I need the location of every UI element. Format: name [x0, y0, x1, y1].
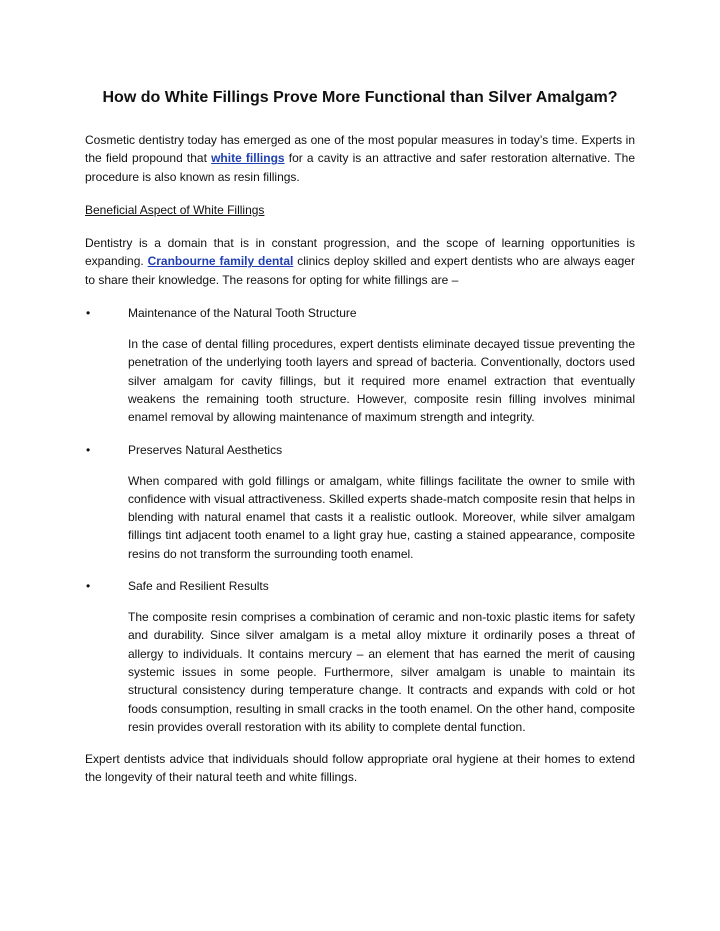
bullet-title-safe-results: Safe and Resilient Results [128, 579, 269, 594]
bullet-icon: • [86, 442, 91, 457]
bullet-item-tooth-structure [85, 304, 635, 322]
bullet-body-safe-results: The composite resin comprises a combination of ceramic and non-toxic plastic items for safety and durability. Since silver amalgam is a metal alloy mixture it ordinarily poses a threat of allergy to individuals. It contains mercury – an element that has earned the merit of causing systemic issues in some people. Furthermore, silver amalgam is unable to maintain its structural consistency during temperature change. It contracts and expands with cold or hot foods consumption, resulting in small cracks in the tooth enamel. On the other hand, composite resin provides overall restoration with its ability to complete dental function. [128, 610, 635, 734]
dentistry-text-before-link: Dentistry is a domain that is in constant progression, and the scope of learning opportunities is expanding. [85, 236, 635, 269]
article-title: How do White Fillings Prove More Functional than Silver Amalgam? [102, 89, 618, 106]
bullet-title-tooth-structure: Maintenance of the Natural Tooth Structure [128, 306, 357, 321]
white-fillings-link[interactable]: white fillings [211, 151, 285, 166]
dentistry-text-after-link: clinics deploy skilled and expert dentists who are always eager to share their knowledge. The reasons for opting for white fillings are – [85, 254, 635, 287]
article-content [85, 87, 635, 802]
intro-text-after-link: for a cavity is an attractive and safer restoration alternative. The procedure is also known as resin fillings. [85, 151, 636, 184]
bullet-title-aesthetics: Preserves Natural Aesthetics [128, 442, 283, 457]
bullet-item-aesthetics [85, 441, 635, 459]
bullet-body-aesthetics: When compared with gold fillings or amalgam, white fillings facilitate the owner to smile with confidence with visual attractiveness. Skilled experts shade-match composite resin that helps in blending with natural enamel that casts it a realistic outlook. Moreover, while silver amalgam fillings tint adjacent tooth enamel to a light gray hue, casting a stained appearance, composite resins do not transform the surrounding tooth enamel. [128, 473, 635, 561]
cranbourne-family-dental-link[interactable]: Cranbourne family dental [147, 254, 294, 269]
bullet-icon: • [86, 579, 91, 594]
intro-text-before-link: Cosmetic dentistry today has emerged as one of the most popular measures in today’s time. Experts in the field propound that [85, 133, 635, 166]
bullet-icon: • [86, 306, 91, 321]
bullet-item-safe-results [85, 577, 635, 595]
dentistry-paragraph [85, 234, 635, 289]
bullet-body-tooth-structure: In the case of dental filling procedures, expert dentists eliminate decayed tissue preventing the penetration of the underlying tooth layers and spread of bacteria. Conventionally, doctors used silver amalgam for cavity fillings, but it required more enamel extraction that eventually weakens the remaining tooth structure. However, composite resin filling involves minimal enamel removal by allowing maintenance of maximum strength and integrity. [128, 337, 635, 425]
section-subheading: Beneficial Aspect of White Fillings [85, 202, 265, 217]
closing-paragraph: Expert dentists advice that individuals should follow appropriate oral hygiene at their homes to extend the longevity of their natural teeth and white fillings. [85, 752, 635, 785]
intro-paragraph [85, 131, 635, 186]
